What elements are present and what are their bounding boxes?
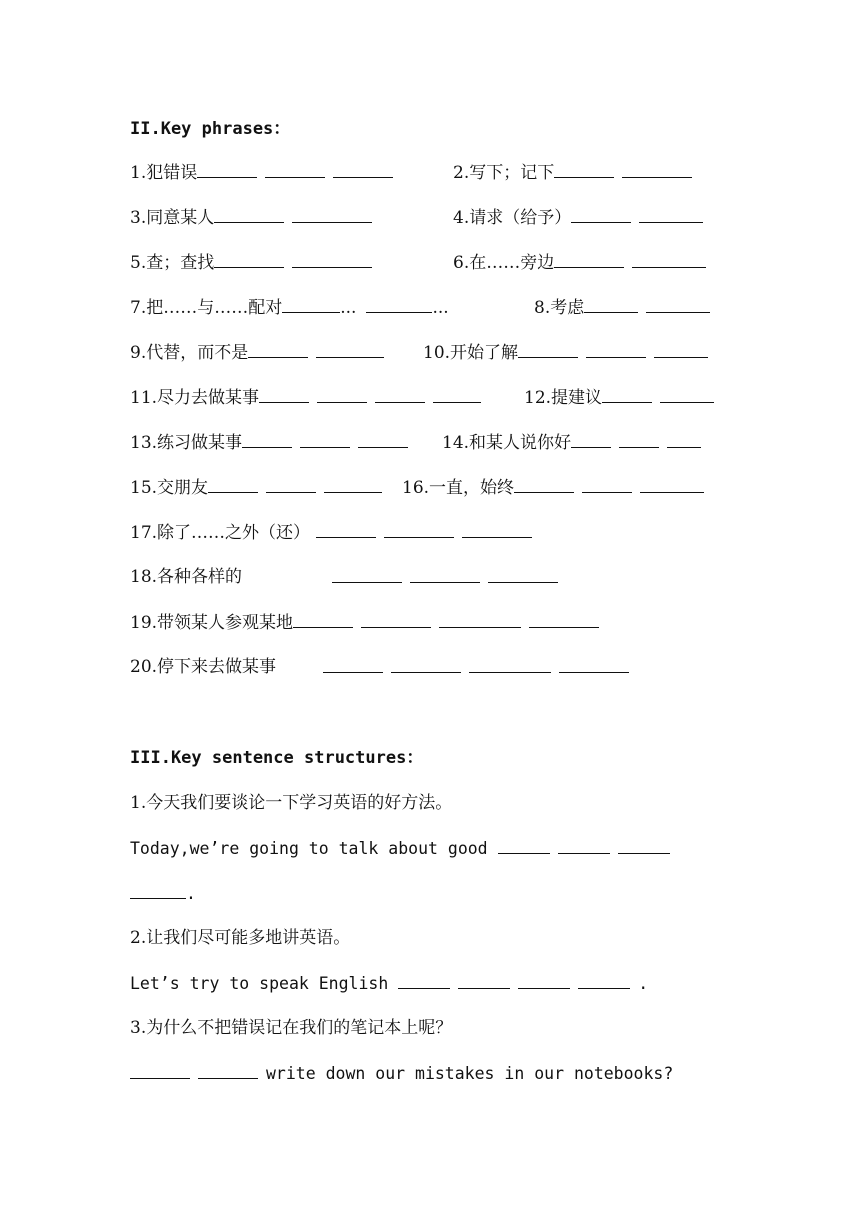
answer-blank[interactable] [559,654,629,673]
item-number: 3. [130,1018,147,1038]
answer-blank[interactable] [640,474,704,493]
item-number: 2. [130,928,147,948]
phrase-row-4 [130,294,585,320]
phrase-row-8 [130,474,515,500]
item-number: 19. [130,613,158,633]
answer-blank[interactable] [646,294,710,313]
item-text: 考虑 [550,298,585,318]
phrase-item-18-blanks [332,564,566,590]
phrase-item-20 [130,654,276,680]
answer-blank[interactable] [198,1060,258,1079]
answer-blank[interactable] [554,249,624,268]
item-text: 查；查找 [146,253,215,273]
item-text: 一直，始终 [429,478,515,498]
item-text: 带领某人参观某地 [157,613,294,633]
sentence-1-continued [130,880,196,906]
phrase-item-7 [130,294,449,320]
sentence-3-chinese [130,1015,452,1041]
item-number: 1. [130,793,147,813]
answer-blank[interactable] [375,384,425,403]
phrase-item-12 [524,384,714,410]
item-text: 停下来去做某事 [157,657,277,677]
answer-blank[interactable] [488,564,558,583]
item-text: 把……与……配对 [146,298,283,318]
answer-blank[interactable] [248,339,308,358]
sentence-2-chinese [130,925,350,951]
ellipsis: ... [340,298,357,318]
answer-blank[interactable] [130,1060,190,1079]
answer-blank[interactable] [571,204,631,223]
period: . [638,974,649,993]
item-text: 在……旁边 [469,253,555,273]
answer-blank[interactable] [332,564,402,583]
section-2-heading: II.Key phrases： [130,119,291,139]
answer-blank[interactable] [259,384,309,403]
phrase-item-9 [130,339,384,365]
sentence-text: Today,we’re going to talk about good [130,839,488,858]
phrase-item-14 [442,429,701,455]
answer-blank[interactable] [130,880,186,899]
phrase-item-1 [130,159,401,185]
item-number: 12. [524,388,552,408]
sentence-text: Let’s try to speak English [130,974,389,993]
answer-blank[interactable] [293,609,353,628]
answer-blank[interactable] [619,429,659,448]
answer-blank[interactable] [300,429,350,448]
answer-blank[interactable] [667,429,701,448]
phrase-item-16 [402,474,704,500]
answer-blank[interactable] [618,835,670,854]
answer-blank[interactable] [316,339,384,358]
phrase-row-11 [130,609,294,635]
answer-blank[interactable] [578,970,630,989]
answer-blank[interactable] [208,474,258,493]
section-3-heading: III.Key sentence structures： [130,748,424,768]
item-text: 今天我们要谈论一下学习英语的好方法。 [146,793,453,813]
answer-blank[interactable] [518,970,570,989]
answer-blank[interactable] [433,384,481,403]
item-text: 开始了解 [450,343,519,363]
item-number: 3. [130,208,147,228]
answer-blank[interactable] [498,835,550,854]
answer-blank[interactable] [323,654,383,673]
answer-blank[interactable] [384,519,454,538]
phrase-item-13 [130,429,408,455]
answer-blank[interactable] [469,654,551,673]
item-number: 10. [423,343,451,363]
item-number: 16. [402,478,430,498]
item-number: 5. [130,253,147,273]
answer-blank[interactable] [586,339,646,358]
phrase-item-11 [130,384,481,410]
phrase-row-12 [130,654,277,680]
phrase-row-10 [130,564,243,590]
answer-blank[interactable] [366,294,432,313]
answer-blank[interactable] [391,654,461,673]
item-text: 除了……之外（还） [157,523,311,543]
answer-blank[interactable] [632,249,706,268]
item-number: 20. [130,657,158,677]
item-number: 4. [453,208,470,228]
period: . [186,884,196,903]
answer-blank[interactable] [602,384,652,403]
answer-blank[interactable] [214,204,284,223]
sentence-1-chinese [130,790,452,816]
phrase-item-8 [534,294,710,320]
answer-blank[interactable] [439,609,521,628]
answer-blank[interactable] [554,159,614,178]
item-text: 为什么不把错误记在我们的笔记本上呢？ [146,1018,453,1038]
item-number: 14. [442,433,470,453]
phrase-item-6 [453,249,706,275]
answer-blank[interactable] [660,384,714,403]
item-number: 15. [130,478,158,498]
answer-blank[interactable] [282,294,340,313]
item-text: 让我们尽可能多地讲英语。 [146,928,351,948]
item-text: 尽力去做某事 [157,388,260,408]
phrase-row-2 [130,204,572,230]
answer-blank[interactable] [242,429,292,448]
phrase-row-5 [130,339,519,365]
item-text: 交朋友 [157,478,209,498]
answer-blank[interactable] [266,474,316,493]
answer-blank[interactable] [639,204,703,223]
phrase-item-19 [130,609,607,635]
item-number: 9. [130,343,147,363]
answer-blank[interactable] [582,474,632,493]
answer-blank[interactable] [654,339,708,358]
item-number: 17. [130,523,158,543]
answer-blank[interactable] [462,519,532,538]
phrase-row-1 [130,159,555,185]
answer-blank[interactable] [558,835,610,854]
phrase-item-5 [130,249,380,275]
item-text: 各种各样的 [157,567,243,587]
item-number: 13. [130,433,158,453]
answer-blank[interactable] [622,159,692,178]
answer-blank[interactable] [529,609,599,628]
sentence-1-english [130,835,670,861]
item-text: 代替，而不是 [146,343,249,363]
answer-blank[interactable] [398,970,450,989]
phrase-item-17 [130,519,540,545]
item-number: 2. [453,163,470,183]
phrase-row-7 [130,429,572,455]
item-number: 6. [453,253,470,273]
answer-blank[interactable] [292,204,372,223]
item-number: 11. [130,388,158,408]
answer-blank[interactable] [410,564,480,583]
answer-blank[interactable] [571,429,611,448]
item-number: 8. [534,298,551,318]
item-text: 练习做某事 [157,433,243,453]
item-text: 同意某人 [146,208,215,228]
item-text: 和某人说你好 [469,433,572,453]
answer-blank[interactable] [316,519,376,538]
answer-blank[interactable] [518,339,578,358]
phrase-row-6 [130,384,603,410]
phrase-item-15 [130,474,382,500]
answer-blank[interactable] [584,294,638,313]
answer-blank[interactable] [292,249,372,268]
phrase-item-10 [423,339,708,365]
answer-blank[interactable] [197,159,257,178]
phrase-item-2 [453,159,700,185]
phrase-row-9 [130,519,311,545]
answer-blank[interactable] [317,384,367,403]
sentence-2-english [130,970,648,996]
item-number: 18. [130,567,158,587]
phrase-item-3 [130,204,380,230]
item-text: 写下；记下 [469,163,555,183]
answer-blank[interactable] [358,429,408,448]
item-text: 提建议 [551,388,603,408]
phrase-item-20-blanks [323,654,637,680]
item-number: 1. [130,163,147,183]
phrase-row-3 [130,249,555,275]
sentence-text: write down our mistakes in our notebooks? [266,1064,674,1083]
phrase-item-18 [130,564,242,590]
item-text: 请求（给予） [469,208,572,228]
item-number: 7. [130,298,147,318]
answer-blank[interactable] [265,159,325,178]
answer-blank[interactable] [333,159,393,178]
answer-blank[interactable] [514,474,574,493]
phrase-item-4 [453,204,703,230]
answer-blank[interactable] [361,609,431,628]
answer-blank[interactable] [324,474,382,493]
sentence-3-english [130,1060,673,1086]
ellipsis: ... [432,298,449,318]
answer-blank[interactable] [458,970,510,989]
item-text: 犯错误 [146,163,198,183]
answer-blank[interactable] [214,249,284,268]
